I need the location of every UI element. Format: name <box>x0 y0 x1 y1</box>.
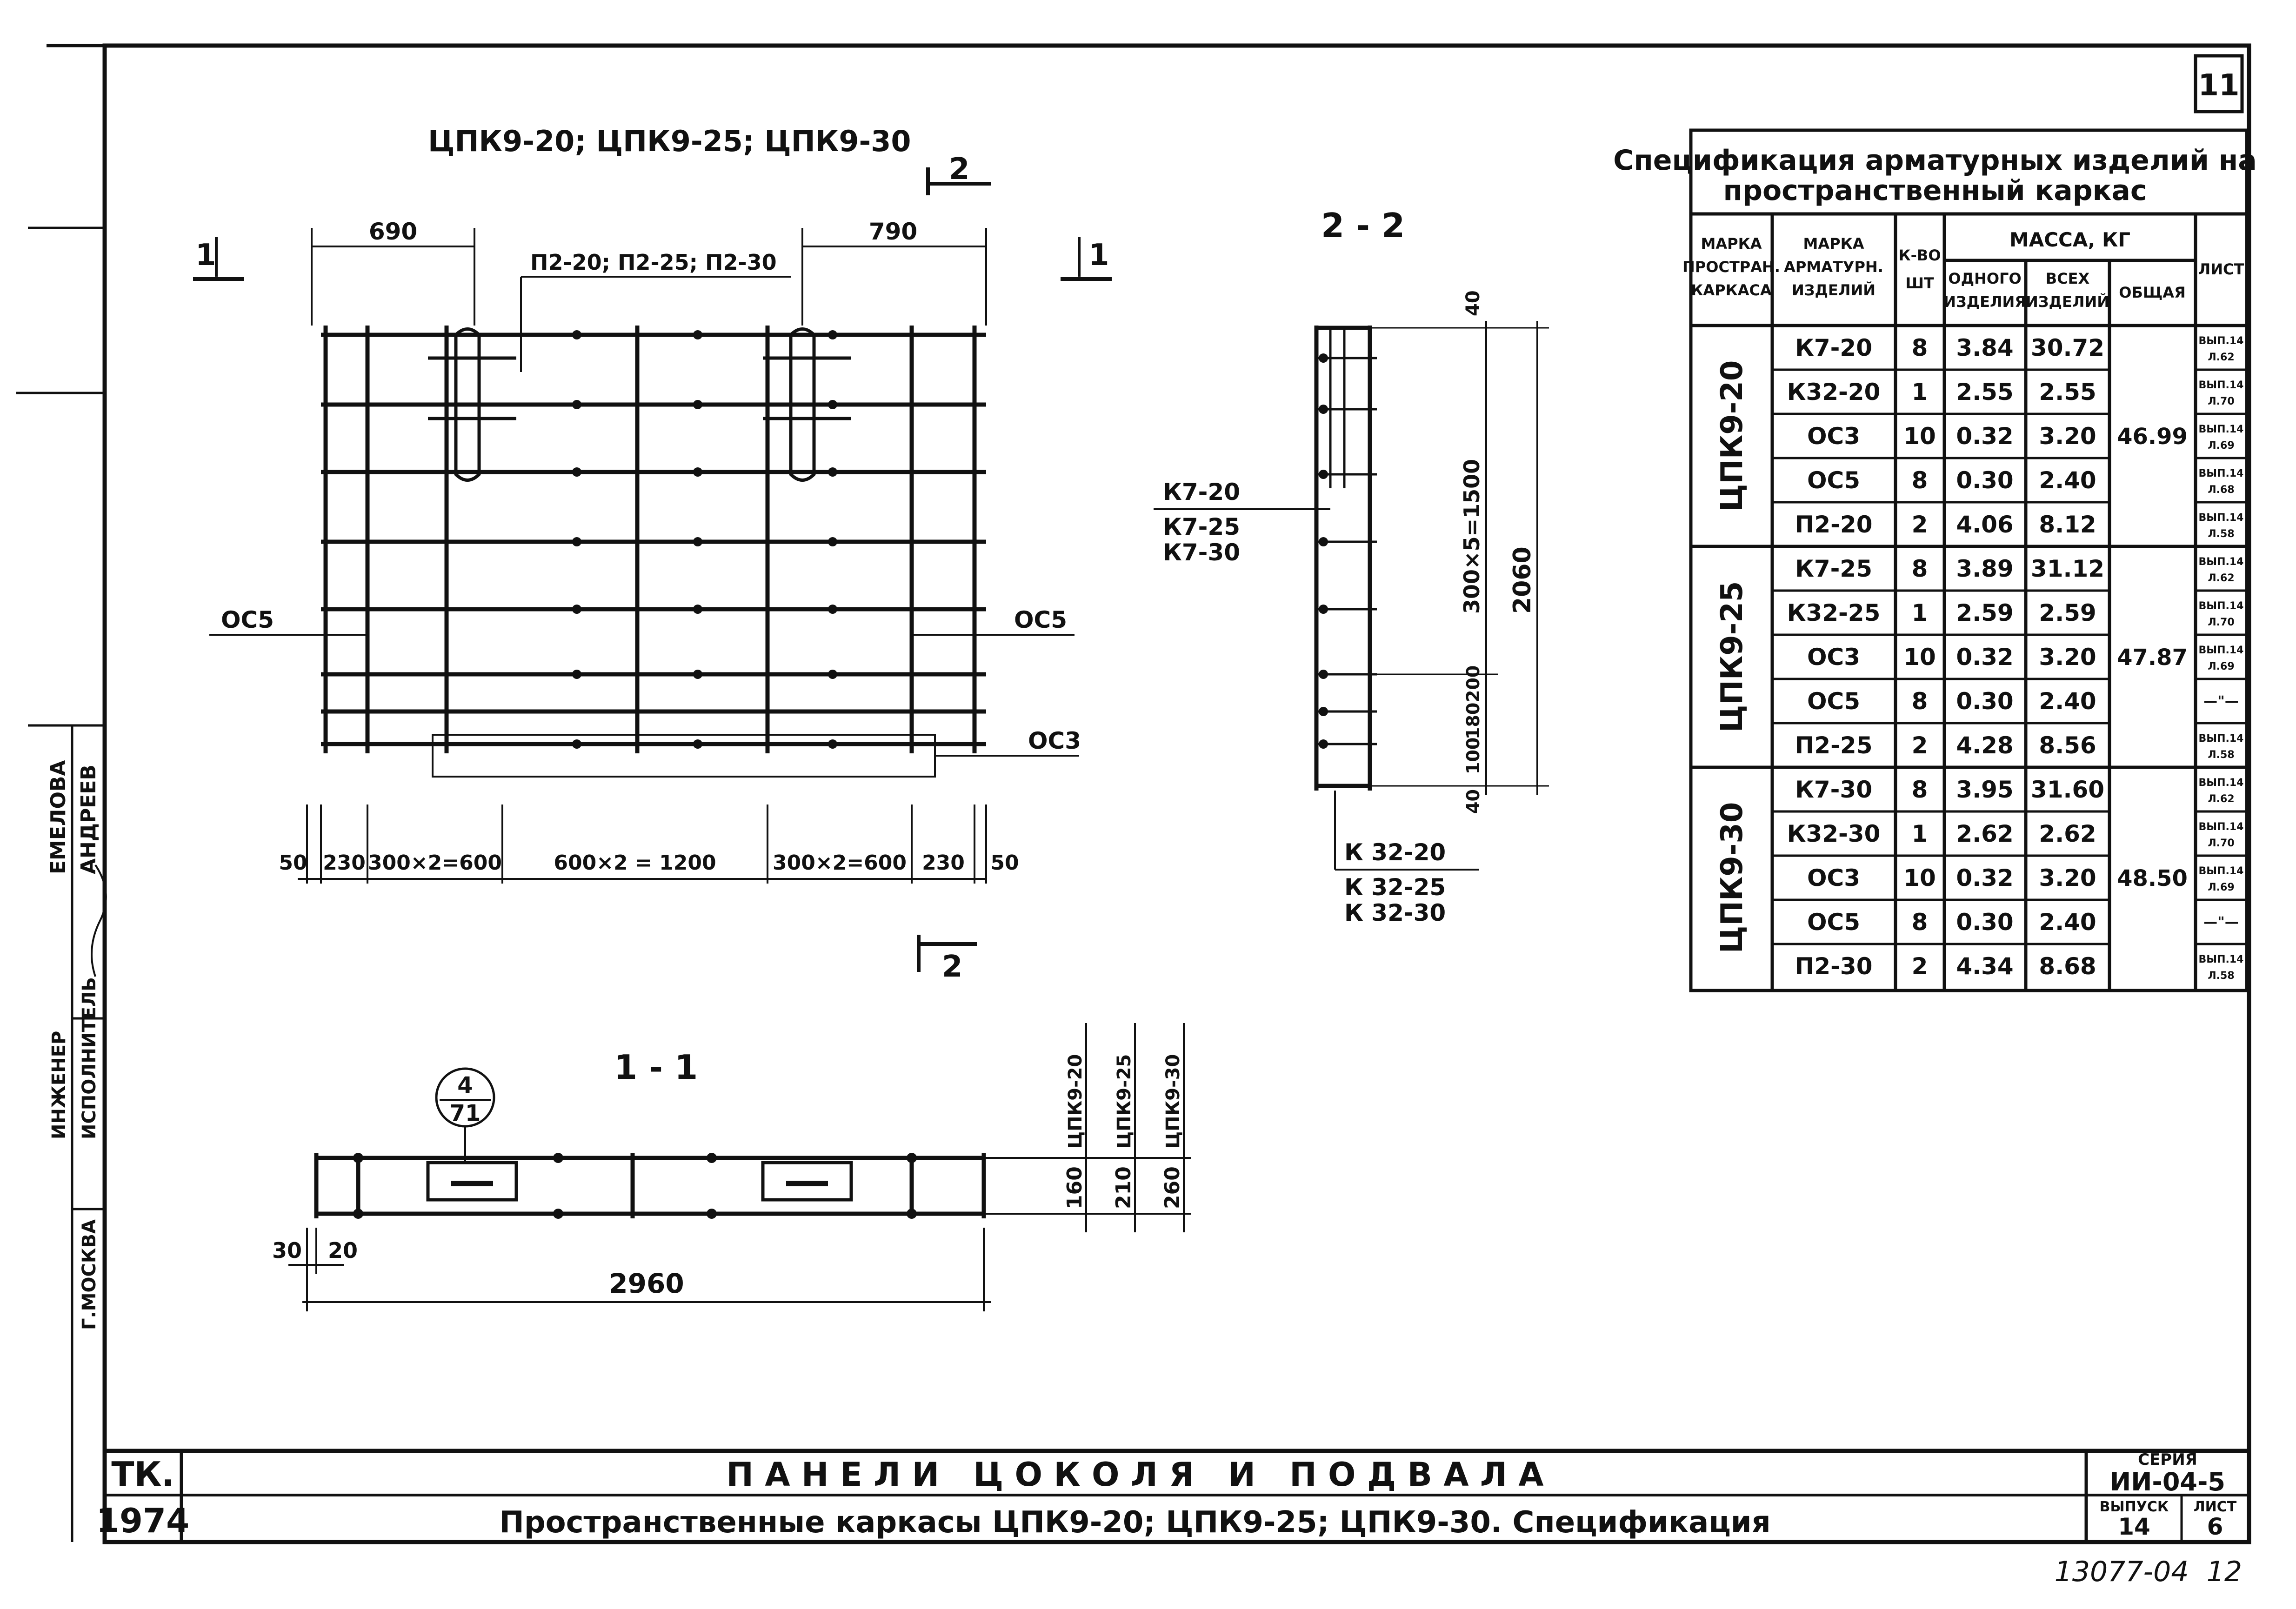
row-3-4-one: 0.30 <box>1956 909 2014 936</box>
plan-title: ЦПК9-20; ЦПК9-25; ЦПК9-30 <box>428 124 911 158</box>
section-22-bottom-label-3: К 32-30 <box>1344 899 1446 926</box>
row-3-1-qty: 8 <box>1911 776 1928 803</box>
row-2-1-one: 3.89 <box>1956 555 2014 582</box>
row-2-2-all: 2.59 <box>2039 599 2096 626</box>
ref-1-1-a: ВЫП.14 <box>2198 335 2244 347</box>
ref-3-3-a: ВЫП.14 <box>2198 865 2244 877</box>
row-3-2-item: К32-30 <box>1787 820 1881 847</box>
ref-2-5-b: Л.58 <box>2208 749 2235 761</box>
section-1-1 <box>272 1023 1191 1311</box>
group-total-3: 48.50 <box>2117 865 2188 891</box>
ref-2-3-b: Л.69 <box>2208 661 2235 672</box>
ref-1-5-b: Л.58 <box>2208 528 2235 540</box>
dim-chain-0: 50 <box>279 851 307 875</box>
row-3-4-all: 2.40 <box>2039 909 2096 936</box>
row-1-5-item: П2-20 <box>1795 511 1873 538</box>
row-1-1-item: К7-20 <box>1795 334 1872 361</box>
section-22-top-label-2: К7-25 <box>1163 513 1240 540</box>
row-1-3-item: ОС3 <box>1807 423 1860 450</box>
ref-3-4-a: —"— <box>2203 914 2239 931</box>
row-1-2-one: 2.55 <box>1956 379 2014 406</box>
ref-2-4-a: —"— <box>2203 693 2239 710</box>
row-3-4-qty: 8 <box>1911 909 1928 936</box>
tb-line2: Пространственные каркасы ЦПК9-20; ЦПК9-25; ЦПК9-30. Спецификация <box>499 1505 1771 1540</box>
tb-issue-label: ВЫПУСК <box>2099 1499 2169 1515</box>
plan-bottom-strip <box>433 735 935 777</box>
row-3-5-qty: 2 <box>1911 953 1928 980</box>
dim-790: 790 <box>868 218 918 245</box>
row-2-1-qty: 8 <box>1911 555 1928 582</box>
section-mark-1-right: 1 <box>1088 238 1109 273</box>
row-1-2-all: 2.55 <box>2039 379 2096 406</box>
ref-1-5-a: ВЫП.14 <box>2198 512 2244 524</box>
row-1-4-all: 2.40 <box>2039 467 2096 494</box>
height-label-3: ЦПК9-30 <box>1162 1054 1184 1149</box>
row-1-2-item: К32-20 <box>1787 379 1881 406</box>
section-22-dim-200: 200 <box>1463 665 1483 702</box>
section-mark-2-bottom: 2 <box>942 950 963 984</box>
dim-chain-6: 50 <box>990 851 1019 875</box>
hdr-col2-3: ИЗДЕЛИЙ <box>1791 281 1876 299</box>
row-2-2-one: 2.59 <box>1956 599 2014 626</box>
strip-name-1: ЕМЕЛОВА <box>47 760 70 874</box>
row-3-5-all: 8.68 <box>2039 953 2096 980</box>
row-1-1-all: 30.72 <box>2030 334 2105 361</box>
row-2-3-item: ОС3 <box>1807 644 1860 671</box>
ref-3-5-b: Л.58 <box>2208 970 2235 982</box>
row-2-4-all: 2.40 <box>2039 688 2096 715</box>
row-1-2-qty: 1 <box>1911 379 1928 406</box>
row-3-5-item: П2-30 <box>1795 953 1873 980</box>
node-bottom: 71 <box>449 1100 481 1126</box>
tb-tk: ТК. <box>111 1455 174 1494</box>
row-3-1-all: 31.60 <box>2030 776 2105 803</box>
row-2-5-item: П2-25 <box>1795 732 1873 759</box>
hdr-col6: ОБЩАЯ <box>2119 284 2186 301</box>
spec-title-1: Спецификация арматурных изделий на <box>1613 144 2257 177</box>
section-22-dim-180: 180 <box>1463 702 1483 739</box>
row-1-3-one: 0.32 <box>1956 423 2014 450</box>
section-22-dim-100: 100 <box>1463 737 1483 774</box>
hdr-col3-1: К-ВО <box>1898 246 1941 264</box>
height-210: 210 <box>1112 1166 1135 1209</box>
section-22-dim-40-bottom: 40 <box>1463 789 1483 814</box>
height-260: 260 <box>1161 1166 1184 1209</box>
ref-3-2-b: Л.70 <box>2208 838 2235 849</box>
section-22-top-label-1: К7-20 <box>1163 479 1240 505</box>
row-1-5-all: 8.12 <box>2039 511 2096 538</box>
dim-690: 690 <box>368 218 418 245</box>
hdr-mass: МАССА, КГ <box>2009 228 2131 251</box>
row-1-3-all: 3.20 <box>2039 423 2096 450</box>
section-22-bottom-label-1: К 32-20 <box>1344 839 1446 866</box>
height-label-2: ЦПК9-25 <box>1114 1054 1135 1149</box>
row-3-3-item: ОС3 <box>1807 864 1860 891</box>
ref-2-3-a: ВЫП.14 <box>2198 645 2244 656</box>
strip-name-2: АНДРЕЕВ <box>77 765 100 874</box>
height-160: 160 <box>1063 1166 1087 1209</box>
strip-role-2: ИСПОЛНИТЕЛЬ <box>79 977 100 1139</box>
plan-view <box>193 124 1112 984</box>
title-block <box>96 1450 2249 1542</box>
row-1-1-qty: 8 <box>1911 334 1928 361</box>
dim-chain-5: 230 <box>922 851 965 875</box>
row-2-1-all: 31.12 <box>2030 555 2105 582</box>
section-2-2 <box>1154 206 1549 926</box>
spec-title-2: пространственный каркас <box>1723 174 2147 207</box>
dim-chain-2: 300×2=600 <box>367 851 502 875</box>
row-2-2-item: К32-25 <box>1787 599 1881 626</box>
hdr-col4-2: ИЗДЕЛИЯ <box>1943 293 2026 311</box>
row-1-5-qty: 2 <box>1911 511 1928 538</box>
ref-3-1-b: Л.62 <box>2208 793 2235 805</box>
row-3-4-item: ОС5 <box>1807 909 1860 936</box>
row-2-5-qty: 2 <box>1911 732 1928 759</box>
section-22-bottom-label-2: К 32-25 <box>1344 874 1446 901</box>
section-22-dim-40-top: 40 <box>1462 290 1484 316</box>
section-mark-1-left: 1 <box>195 238 216 273</box>
row-1-4-qty: 8 <box>1911 467 1928 494</box>
ref-2-2-a: ВЫП.14 <box>2198 600 2244 612</box>
hdr-col7: ЛИСТ <box>2198 260 2244 278</box>
hdr-col1-3: КАРКАСА <box>1691 281 1772 299</box>
dim-20: 20 <box>328 1238 358 1263</box>
row-2-3-one: 0.32 <box>1956 644 2014 671</box>
tb-series-label: СЕРИЯ <box>2138 1450 2197 1469</box>
ref-3-3-b: Л.69 <box>2208 882 2235 893</box>
hdr-col5-2: ИЗДЕЛИЙ <box>2025 293 2110 311</box>
hdr-col1-2: ПРОСТРАН. <box>1682 258 1780 276</box>
strip-city: Г.МОСКВА <box>79 1219 100 1330</box>
spec-table <box>1613 130 2256 991</box>
row-3-2-qty: 1 <box>1911 820 1928 847</box>
ref-1-1-b: Л.62 <box>2208 352 2235 363</box>
sheet-number: 11 <box>2198 68 2240 103</box>
group-frame-1: ЦПК9-20 <box>1715 360 1749 512</box>
label-oc5-left: ОС5 <box>221 606 274 633</box>
dim-chain-1: 230 <box>323 851 366 875</box>
row-3-2-one: 2.62 <box>1956 820 2014 847</box>
ref-1-3-a: ВЫП.14 <box>2198 424 2244 435</box>
footer-code: 13077-04 12 <box>2054 1556 2242 1588</box>
hdr-col2-1: МАРКА <box>1803 235 1864 253</box>
row-3-3-one: 0.32 <box>1956 864 2014 891</box>
hdr-col2-2: АРМАТУРН. <box>1784 258 1883 276</box>
tb-year: 1974 <box>96 1501 190 1540</box>
tb-sheet: 6 <box>2207 1513 2223 1540</box>
left-strip <box>47 760 106 1330</box>
row-2-5-all: 8.56 <box>2039 732 2096 759</box>
section-11-title: 1 - 1 <box>614 1048 698 1087</box>
height-label-1: ЦПК9-20 <box>1065 1054 1086 1149</box>
tb-series: ИИ-04-5 <box>2110 1467 2225 1496</box>
ref-1-2-a: ВЫП.14 <box>2198 379 2244 391</box>
label-oc3: ОС3 <box>1028 727 1081 754</box>
label-oc5-right: ОС5 <box>1014 606 1067 633</box>
ref-2-1-a: ВЫП.14 <box>2198 556 2244 568</box>
ref-1-3-b: Л.69 <box>2208 440 2235 452</box>
ref-2-1-b: Л.62 <box>2208 572 2235 584</box>
row-2-1-item: К7-25 <box>1795 555 1872 582</box>
row-2-4-one: 0.30 <box>1956 688 2014 715</box>
section-mark-2-top: 2 <box>949 152 970 186</box>
hdr-col5-1: ВСЕХ <box>2045 270 2090 287</box>
row-3-3-all: 3.20 <box>2039 864 2096 891</box>
ref-1-2-b: Л.70 <box>2208 396 2235 407</box>
strip-role-1: ИНЖЕНЕР <box>48 1031 70 1139</box>
tb-line1: П А Н Е Л И Ц О К О Л Я И П О Д В А Л А <box>726 1456 1544 1494</box>
row-1-5-one: 4.06 <box>1956 511 2014 538</box>
row-3-2-all: 2.62 <box>2039 820 2096 847</box>
ref-2-2-b: Л.70 <box>2208 617 2235 628</box>
row-2-3-qty: 10 <box>1903 644 1936 671</box>
dim-30: 30 <box>272 1238 302 1263</box>
row-3-1-one: 3.95 <box>1956 776 2014 803</box>
row-1-4-item: ОС5 <box>1807 467 1860 494</box>
row-1-1-one: 3.84 <box>1956 334 2014 361</box>
row-2-5-one: 4.28 <box>1956 732 2014 759</box>
section-22-title: 2 - 2 <box>1321 206 1405 245</box>
ref-3-1-a: ВЫП.14 <box>2198 777 2244 789</box>
hdr-col3-2: ШТ <box>1905 274 1934 292</box>
row-2-3-all: 3.20 <box>2039 644 2096 671</box>
ref-3-5-a: ВЫП.14 <box>2198 954 2244 965</box>
dim-chain-3: 600×2 = 1200 <box>554 851 716 875</box>
loop-label: П2-20; П2-25; П2-30 <box>530 250 777 275</box>
row-1-4-one: 0.30 <box>1956 467 2014 494</box>
dim-chain-4: 300×2=600 <box>772 851 907 875</box>
group-frame-3: ЦПК9-30 <box>1715 802 1749 953</box>
group-total-2: 47.87 <box>2117 645 2188 671</box>
section-22-dim-2060: 2060 <box>1508 546 1536 614</box>
row-3-1-item: К7-30 <box>1795 776 1872 803</box>
row-3-5-one: 4.34 <box>1956 953 2014 980</box>
group-total-1: 46.99 <box>2117 424 2188 450</box>
row-1-3-qty: 10 <box>1903 423 1936 450</box>
dim-2960: 2960 <box>609 1268 684 1299</box>
tb-issue: 14 <box>2118 1513 2150 1540</box>
group-frame-2: ЦПК9-25 <box>1715 581 1749 732</box>
row-2-4-item: ОС5 <box>1807 688 1860 715</box>
row-3-3-qty: 10 <box>1903 864 1936 891</box>
ref-1-4-b: Л.68 <box>2208 484 2235 496</box>
plan-transverse-bars <box>326 326 974 753</box>
tb-sheet-label: ЛИСТ <box>2193 1499 2237 1515</box>
row-2-4-qty: 8 <box>1911 688 1928 715</box>
hdr-col4-1: ОДНОГО <box>1948 270 2022 287</box>
ref-1-4-a: ВЫП.14 <box>2198 468 2244 479</box>
plan-longitudinal-bars <box>321 335 986 744</box>
hdr-col1-1: МАРКА <box>1701 235 1762 253</box>
plan-bar-dots <box>572 330 837 749</box>
ref-3-2-a: ВЫП.14 <box>2198 821 2244 833</box>
node-top: 4 <box>457 1072 473 1098</box>
row-2-2-qty: 1 <box>1911 599 1928 626</box>
section-22-top-label-3: К7-30 <box>1163 539 1240 566</box>
ref-2-5-a: ВЫП.14 <box>2198 733 2244 745</box>
section-22-dim-1500: 300×5=1500 <box>1459 459 1484 614</box>
